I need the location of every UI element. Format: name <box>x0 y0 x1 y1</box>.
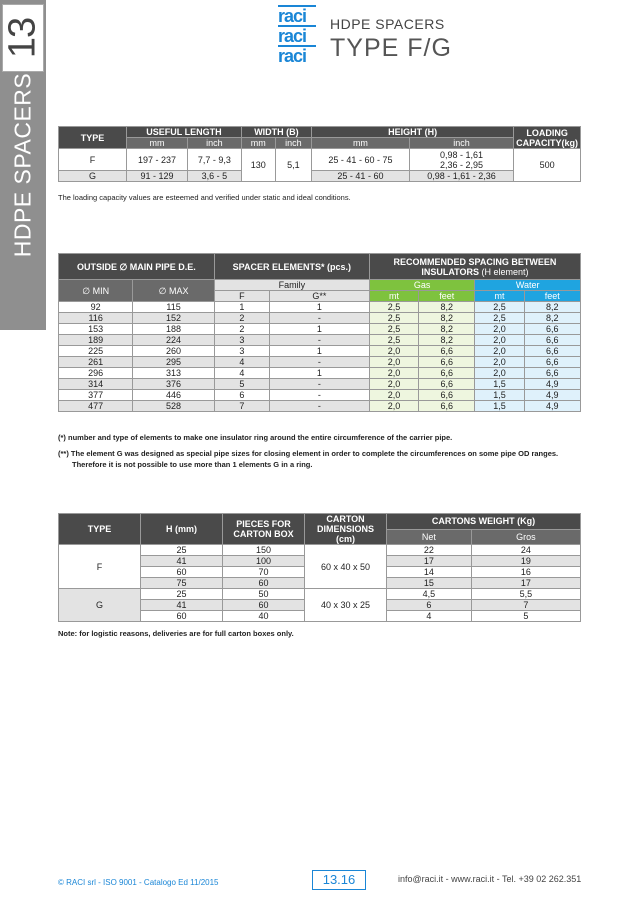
col-family: Family <box>214 280 369 291</box>
table-cell: 4,9 <box>524 379 580 390</box>
table-cell: 92 <box>59 302 133 313</box>
table-row: 60 40 4 5 <box>59 611 581 622</box>
logo-line: raci <box>278 25 316 43</box>
table-cell: 296 <box>59 368 133 379</box>
table-cell: 2,0 <box>475 346 524 357</box>
table-cell: 8,2 <box>419 324 475 335</box>
table-cell: 7 <box>214 401 269 412</box>
col-weight: CARTONS WEIGHT (Kg) <box>387 514 581 530</box>
table-cell: 2,5 <box>369 324 418 335</box>
table-cell: 2,0 <box>369 346 418 357</box>
unit-mm: mm <box>312 138 410 149</box>
table-cell: 2,5 <box>369 302 418 313</box>
table-cell: 2,5 <box>369 313 418 324</box>
page-subtitle: HDPE SPACERS <box>330 16 445 32</box>
table-cell: 152 <box>133 313 214 324</box>
table-cell: 1,5 <box>475 401 524 412</box>
table-cell: 4 <box>214 368 269 379</box>
table-cell: 116 <box>59 313 133 324</box>
table1-note: The loading capacity values are esteemed and verified under static and ideal conditions. <box>58 193 351 202</box>
table-row: G 91 - 129 3,6 - 5 25 - 41 - 60 0,98 - 1,61 - 2,36 <box>59 171 581 182</box>
table-cell: 6,6 <box>419 357 475 368</box>
type-cell: G <box>59 589 141 622</box>
table-cell: 189 <box>59 335 133 346</box>
table-cell: 6,6 <box>524 368 580 379</box>
table-row <box>59 390 581 401</box>
col-pieces: PIECES FOR CARTON BOX <box>223 514 305 545</box>
carton-table: TYPE H (mm) PIECES FOR CARTON BOX CARTON DIMENSIONS (cm) CARTONS WEIGHT (Kg) Net Gros F 25 150 60 x 40 x 50 22 24 41 100 17 19 60 70 14 16 75 60 15 17 G 25 50 40 x 30 x 25 4,5 5,5 41 60 6 7 60 40 4 5 <box>58 513 581 622</box>
table-cell: 1 <box>269 368 369 379</box>
table-cell: 8,2 <box>419 313 475 324</box>
table-cell: 4,9 <box>524 390 580 401</box>
table-cell: - <box>269 335 369 346</box>
table-cell: 2,0 <box>475 368 524 379</box>
table-cell: 2,0 <box>369 368 418 379</box>
table-row <box>59 357 581 368</box>
table-cell: 261 <box>59 357 133 368</box>
table-row <box>59 346 581 357</box>
table-cell: 8,2 <box>524 302 580 313</box>
unit-inch: inch <box>275 138 311 149</box>
type-cell: F <box>59 545 141 589</box>
table-row: F 25 150 60 x 40 x 50 22 24 <box>59 545 581 556</box>
table-cell: - <box>269 357 369 368</box>
table-cell: - <box>269 390 369 401</box>
table-cell: 1,5 <box>475 379 524 390</box>
col-width: WIDTH (B) <box>241 127 311 138</box>
table-cell: - <box>269 313 369 324</box>
dimensions-table <box>58 126 581 182</box>
carton-rows <box>59 545 581 622</box>
table-cell: 295 <box>133 357 214 368</box>
table-cell: - <box>269 401 369 412</box>
col-water: Water <box>475 280 581 291</box>
table-row <box>59 368 581 379</box>
page-title: TYPE F/G <box>330 34 452 62</box>
table-cell: 1,5 <box>475 390 524 401</box>
col-h: H (mm) <box>141 514 223 545</box>
col-min: ∅ MIN <box>59 280 133 302</box>
col-carton: CARTON DIMENSIONS (cm) <box>305 514 387 545</box>
table-cell: 1 <box>269 324 369 335</box>
table-cell: 153 <box>59 324 133 335</box>
table-cell: 6,6 <box>419 401 475 412</box>
table-cell: 4,9 <box>524 401 580 412</box>
unit-inch: inch <box>187 138 241 149</box>
dimension-cell: 60 x 40 x 50 <box>305 545 387 589</box>
table-cell: 2,5 <box>369 335 418 346</box>
table-cell: 1 <box>214 302 269 313</box>
col-useful: USEFUL LENGTH <box>127 127 242 138</box>
table-cell: 6,6 <box>524 335 580 346</box>
table-cell: 376 <box>133 379 214 390</box>
table-cell: 260 <box>133 346 214 357</box>
chapter-number: 13 <box>1 17 44 59</box>
footer-contact: info@raci.it - www.raci.it - Tel. +39 02 262.351 <box>398 874 582 884</box>
unit-mm: mm <box>127 138 188 149</box>
col-gas: Gas <box>369 280 475 291</box>
table-cell: 2 <box>214 313 269 324</box>
table-cell: 115 <box>133 302 214 313</box>
table-row <box>59 324 581 335</box>
unit-inch: inch <box>409 138 513 149</box>
table-row <box>59 379 581 390</box>
unit-mm: mm <box>241 138 275 149</box>
table3-note: Note: for logistic reasons, deliveries are for full carton boxes only. <box>58 629 294 638</box>
table-cell: 313 <box>133 368 214 379</box>
table-row: 41 100 17 19 <box>59 556 581 567</box>
table-row: F 197 - 237 7,7 - 9,3 130 5,1 25 - 41 - 60 - 75 0,98 - 1,61 2,36 - 2,95 500 <box>59 149 581 171</box>
table-cell: 188 <box>133 324 214 335</box>
table-cell: 5 <box>214 379 269 390</box>
table-row: 75 60 15 17 <box>59 578 581 589</box>
sidebar <box>0 0 46 330</box>
table-cell: 2 <box>214 324 269 335</box>
table-cell: 3 <box>214 346 269 357</box>
table-row <box>59 401 581 412</box>
table-cell: 1 <box>269 302 369 313</box>
table-cell: 8,2 <box>524 313 580 324</box>
chapter-number-box <box>2 4 44 72</box>
col-max: ∅ MAX <box>133 280 214 302</box>
table-row: 60 70 14 16 <box>59 567 581 578</box>
table-row <box>59 313 581 324</box>
table-cell: 6,6 <box>524 324 580 335</box>
raci-logo <box>278 5 316 65</box>
table-cell: 3 <box>214 335 269 346</box>
col-type: TYPE <box>59 127 127 149</box>
table-cell: 2,0 <box>369 357 418 368</box>
table-cell: 8,2 <box>419 302 475 313</box>
table-cell: 8,2 <box>419 335 475 346</box>
table-cell: 2,5 <box>475 313 524 324</box>
table-row <box>59 335 581 346</box>
spacing-table: OUTSIDE ∅ MAIN PIPE D.E. SPACER ELEMENTS* (pcs.) RECOMMENDED SPACING BETWEEN INSULATORS (H element) ∅ MIN ∅ MAX Family Gas Water F G** mt feet mt feet 92 115 1 1 2,5 8,2 2,5 8,2 116 152 2 - 2,5 8,2 2,5 8,2 153 188 2 1 2,5 8,2 2,0 6,6 189 224 3 - 2,5 8,2 2,0 6,6 225 260 3 1 2,0 6,6 2,0 6,6 261 295 4 - 2,0 6,6 2,0 6,6 296 313 4 1 2,0 6,6 2,0 6,6 314 376 5 - 2,0 6,6 1,5 4,9 377 446 6 - 2,0 6,6 1,5 4,9 477 528 7 - 2,0 6,6 1,5 4,9 <box>58 253 581 412</box>
col-outside: OUTSIDE ∅ MAIN PIPE D.E. <box>59 254 215 280</box>
chapter-label: HDPE SPACERS <box>9 72 36 258</box>
table-cell: 446 <box>133 390 214 401</box>
dimension-cell: 40 x 30 x 25 <box>305 589 387 622</box>
table-cell: 6,6 <box>524 357 580 368</box>
table2-note2: (**) The element G was designed as special pipe sizes for closing element in order to complete the circumferences on some pipe OD ranges. Therefore it is not possible to use more than 1 elements G in a ring. <box>58 449 559 469</box>
table-cell: 528 <box>133 401 214 412</box>
table-cell: 2,0 <box>369 379 418 390</box>
table-cell: 2,0 <box>369 390 418 401</box>
col-height: HEIGHT (H) <box>312 127 514 138</box>
table-cell: 6,6 <box>419 379 475 390</box>
table-cell: 224 <box>133 335 214 346</box>
col-spacer: SPACER ELEMENTS* (pcs.) <box>214 254 369 280</box>
table-cell: 225 <box>59 346 133 357</box>
table-cell: 4 <box>214 357 269 368</box>
table-cell: 477 <box>59 401 133 412</box>
table-cell: 6,6 <box>419 368 475 379</box>
table-cell: 377 <box>59 390 133 401</box>
page-number: 13.16 <box>312 870 366 890</box>
table-row <box>59 302 581 313</box>
table-cell: 6,6 <box>524 346 580 357</box>
table2-note1: (*) number and type of elements to make one insulator ring around the entire circumference of the carrier pipe. <box>58 433 453 442</box>
table-cell: 1 <box>269 346 369 357</box>
logo-line: raci <box>278 5 316 23</box>
table-cell: 2,0 <box>475 324 524 335</box>
col-type: TYPE <box>59 514 141 545</box>
table-cell: 6,6 <box>419 346 475 357</box>
table-row: G 25 50 40 x 30 x 25 4,5 5,5 <box>59 589 581 600</box>
table-cell: 6 <box>214 390 269 401</box>
table-row: 41 60 6 7 <box>59 600 581 611</box>
col-loading: LOADING CAPACITY(kg) <box>514 127 581 149</box>
logo-line: raci <box>278 45 316 63</box>
table-cell: 314 <box>59 379 133 390</box>
col-recommended: RECOMMENDED SPACING BETWEEN INSULATORS (H element) <box>369 254 580 280</box>
table-cell: - <box>269 379 369 390</box>
table-cell: 2,0 <box>475 335 524 346</box>
spacing-rows <box>59 302 581 412</box>
footer-copyright: © RACI srl - ISO 9001 - Catalogo Ed 11/2015 <box>58 878 219 887</box>
table-cell: 2,0 <box>475 357 524 368</box>
table-cell: 2,0 <box>369 401 418 412</box>
table-cell: 6,6 <box>419 390 475 401</box>
table-cell: 2,5 <box>475 302 524 313</box>
